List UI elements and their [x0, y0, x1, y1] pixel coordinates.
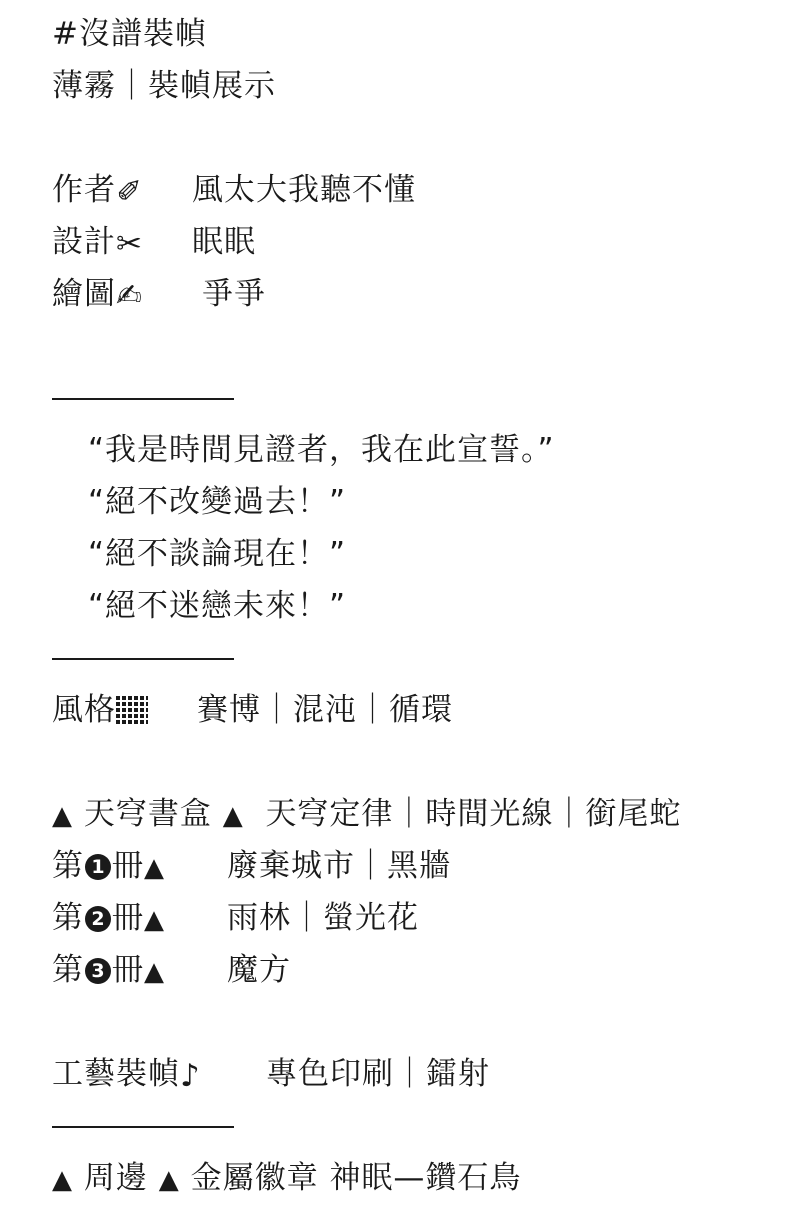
credit-author-value: 風太大我聽不懂	[192, 172, 416, 208]
volume-prefix: 第	[52, 900, 84, 936]
spacer	[52, 320, 792, 372]
series-header	[52, 788, 792, 840]
number-2-badge: 2	[85, 906, 111, 932]
volume-prefix: 第	[52, 848, 84, 884]
spacer	[52, 996, 792, 1048]
craft-label: 工藝裝幀	[52, 1056, 180, 1092]
style-line	[52, 684, 792, 736]
triangle-icon: ▲	[144, 905, 165, 935]
triangle-icon: ▲	[222, 801, 244, 831]
divider	[52, 632, 792, 684]
volume-line	[52, 840, 792, 892]
credit-author	[52, 164, 792, 216]
credit-design-label: 設計	[52, 224, 116, 260]
quote-line: “絕不迷戀未來！”	[88, 588, 347, 624]
triangle-icon: ▲	[144, 957, 165, 987]
merch-line	[52, 1152, 792, 1204]
quote-line: “絕不談論現在！”	[88, 536, 347, 572]
quote-line: “我是時間見證者，我在此宣誓。”	[88, 432, 555, 468]
merch-item-value: 神眠—鑽石鳥	[329, 1160, 522, 1196]
merch-item-label: 金屬徽章	[190, 1160, 319, 1196]
number-3-badge: 3	[85, 958, 111, 984]
volume-value: 廢棄城市｜黑牆	[227, 848, 451, 884]
divider	[52, 372, 792, 424]
volume-value: 雨林｜螢光花	[227, 900, 419, 936]
series-header-label: 天穹書盒	[83, 796, 212, 832]
style-label: 風格	[52, 692, 116, 728]
credit-design-value: 眠眠	[192, 224, 256, 260]
signature-icon: ✍	[116, 277, 143, 314]
volume-suffix: 冊	[112, 900, 144, 936]
number-1-badge: 1	[85, 854, 111, 880]
triangle-icon: ▲	[52, 801, 73, 831]
triangle-icon: ▲	[144, 853, 165, 883]
triangle-icon: ▲	[52, 1165, 73, 1195]
craft-value: 專色印刷｜鐳射	[266, 1056, 490, 1092]
subtitle-line: 薄霧｜裝幀展示	[52, 68, 276, 104]
divider	[52, 1100, 792, 1152]
volume-line	[52, 944, 792, 996]
volume-line	[52, 892, 792, 944]
music-note-icon: ♪	[180, 1057, 201, 1094]
credit-illustration-value: 爭爭	[202, 276, 266, 312]
pencil-icon: ✐	[116, 173, 143, 210]
spacer	[52, 736, 792, 788]
merch-label: 周邊	[83, 1160, 148, 1196]
grid-icon	[116, 696, 148, 724]
credit-illustration-label: 繪圖	[52, 276, 116, 312]
volume-suffix: 冊	[112, 952, 144, 988]
spacer	[52, 112, 792, 164]
volume-prefix: 第	[52, 952, 84, 988]
hashtag-line: #沒譜裝幀	[52, 16, 207, 52]
quote-line: “絕不改變過去！”	[88, 484, 347, 520]
credit-design	[52, 216, 792, 268]
style-value: 賽博｜混沌｜循環	[197, 692, 453, 728]
scissors-icon: ✂	[116, 225, 143, 262]
craft-line	[52, 1048, 792, 1100]
triangle-icon: ▲	[158, 1165, 180, 1195]
volume-value: 魔方	[227, 952, 291, 988]
volume-suffix: 冊	[112, 848, 144, 884]
credit-author-label: 作者	[52, 172, 116, 208]
document-body	[52, 8, 792, 1204]
credit-illustration	[52, 268, 792, 320]
series-header-value: 天穹定律｜時間光線｜銜尾蛇	[265, 796, 682, 832]
